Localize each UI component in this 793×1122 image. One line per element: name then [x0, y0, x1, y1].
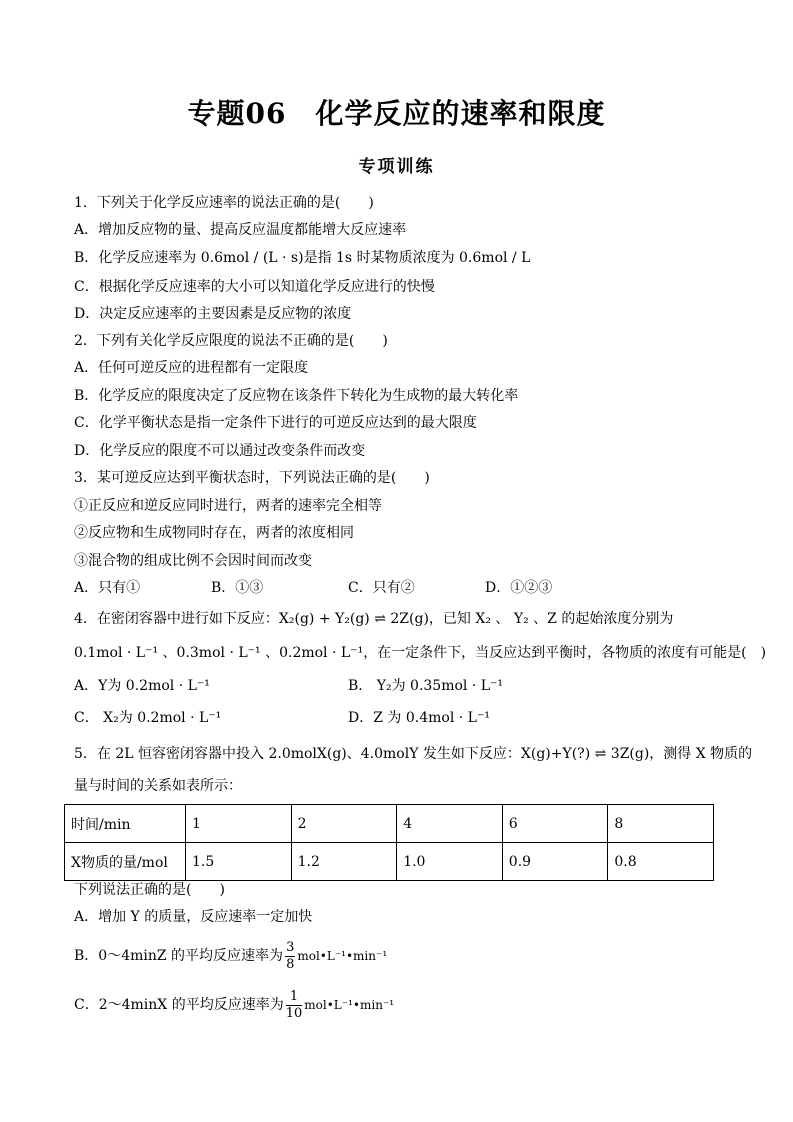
table-cell: 1.2	[291, 843, 397, 881]
q3-statement-3: ③混合物的组成比例不会因时间而改变	[74, 553, 312, 569]
q1-option-b-unit1: mol / (L · s)	[223, 250, 304, 266]
q2-option-d: D．化学反应的限度不可以通过改变条件而改变	[74, 443, 366, 459]
q5-stem-line2: 量与时间的关系如表所示：	[74, 778, 242, 794]
q5-stem-line1: 5．在 2L 恒容密闭容器中投入 2.0molX(g)、4.0molY 发生如下反应：X(g)+Y(?) ⇌ 3Z(g)，测得 X 物质的	[74, 746, 753, 762]
q2-option-a: A．任何可逆反应的进程都有一定限度	[74, 360, 309, 376]
q1-option-a: A．增加反应物的量、提高反应温度都能增大反应速率	[74, 222, 407, 238]
q1-option-b-mid: 是指 1s 时某物质浓度为 0.6	[303, 250, 482, 266]
q4-stem-line2-post: ，在一定条件下，当反应达到平衡时，各物质的浓度有可能是( )	[363, 645, 767, 661]
table-cell: 0.8	[608, 843, 714, 881]
q5-data-table	[64, 804, 714, 881]
q3-statement-1: ①正反应和逆反应同时进行，两者的速率完全相等	[74, 498, 382, 514]
q4-stem-post: ，已知 X₂ 、 Y₂ 、Z 的起始浓度分别为	[428, 611, 674, 627]
q4-stem-pre: 4．在密闭容器中进行如下反应：	[74, 611, 279, 627]
q4-stem	[74, 609, 673, 629]
table-cell: 1.5	[186, 843, 292, 881]
table-header-cell: 6	[502, 805, 608, 843]
q5-option-a: A．增加 Y 的质量，反应速率一定加快	[74, 909, 313, 925]
q5-option-c-pre: C．2～4minX 的平均反应速率为	[74, 997, 284, 1013]
q2-option-c: C．化学平衡状态是指一定条件下进行的可逆反应达到的最大限度	[74, 415, 477, 431]
table-header-cell: 时间/min	[65, 805, 186, 843]
q4-option-c: C． X₂为 0.2mol · L⁻¹	[74, 710, 222, 726]
table-row	[65, 843, 714, 881]
q5-option-c-fraction	[286, 989, 303, 1022]
table-header-cell: 2	[291, 805, 397, 843]
q5-option-c-unit: mol•L⁻¹•min⁻¹	[304, 998, 395, 1012]
fraction-numerator: 3	[286, 939, 295, 955]
q4-option-b: B． Y₂为 0.35mol · L⁻¹	[348, 678, 504, 694]
q4-equation: X₂(g) + Y₂(g) ⇌ 2Z(g)	[278, 611, 429, 627]
q2-option-b: B．化学反应的限度决定了反应物在该条件下转化为生成物的最大转化率	[74, 388, 519, 404]
fraction-denominator: 8	[286, 956, 295, 972]
q1-stem: 1．下列关于化学反应速率的说法正确的是( )	[74, 195, 374, 211]
q1-option-d: D．决定反应速率的主要因素是反应物的浓度	[74, 306, 352, 322]
q4-option-a: A．Y为 0.2mol · L⁻¹	[74, 678, 210, 694]
table-cell: X物质的量/mol	[65, 843, 186, 881]
q3-option-b: B．①③	[211, 580, 264, 596]
section-subtitle: 专项训练	[358, 157, 435, 177]
q3-option-a: A．只有①	[74, 580, 141, 596]
q4-option-d: D．Z 为 0.4mol · L⁻¹	[348, 710, 490, 726]
q4-concentrations: 0.1mol · L⁻¹ 、0.3mol · L⁻¹ 、0.2mol · L⁻¹	[74, 645, 364, 661]
q5-option-c	[74, 987, 394, 1023]
table-row	[65, 805, 714, 843]
table-header-cell: 8	[608, 805, 714, 843]
page-title: 专题06 化学反应的速率和限度	[187, 97, 606, 130]
q4-stem-line2	[74, 643, 766, 663]
q3-statement-2: ②反应物和生成物同时存在，两者的浓度相同	[74, 525, 354, 541]
table-cell: 1.0	[397, 843, 503, 881]
fraction-denominator: 10	[285, 1005, 303, 1021]
q5-question: 下列说法正确的是( )	[74, 882, 225, 898]
fraction-numerator: 1	[286, 989, 303, 1006]
q5-option-b	[74, 938, 387, 974]
q5-option-b-pre: B．0～4minZ 的平均反应速率为	[74, 948, 284, 964]
table-header-cell: 4	[397, 805, 503, 843]
q3-stem: 3．某可逆反应达到平衡状态时，下列说法正确的是( )	[74, 470, 430, 486]
q1-option-b	[74, 248, 530, 268]
q1-option-c: C．根据化学反应速率的大小可以知道化学反应进行的快慢	[74, 279, 435, 295]
q2-stem: 2．下列有关化学反应限度的说法不正确的是( )	[74, 333, 388, 349]
table-header-cell: 1	[186, 805, 292, 843]
q3-option-d: D．①②③	[485, 580, 553, 596]
q1-option-b-unit2: mol / L	[481, 250, 531, 266]
q5-option-b-unit: mol•L⁻¹•min⁻¹	[297, 949, 388, 963]
q3-option-c: C．只有②	[348, 580, 415, 596]
q1-option-b-pre: B．化学反应速率为 0.6	[74, 250, 224, 266]
table-cell: 0.9	[502, 843, 608, 881]
q5-option-b-fraction	[285, 940, 295, 973]
